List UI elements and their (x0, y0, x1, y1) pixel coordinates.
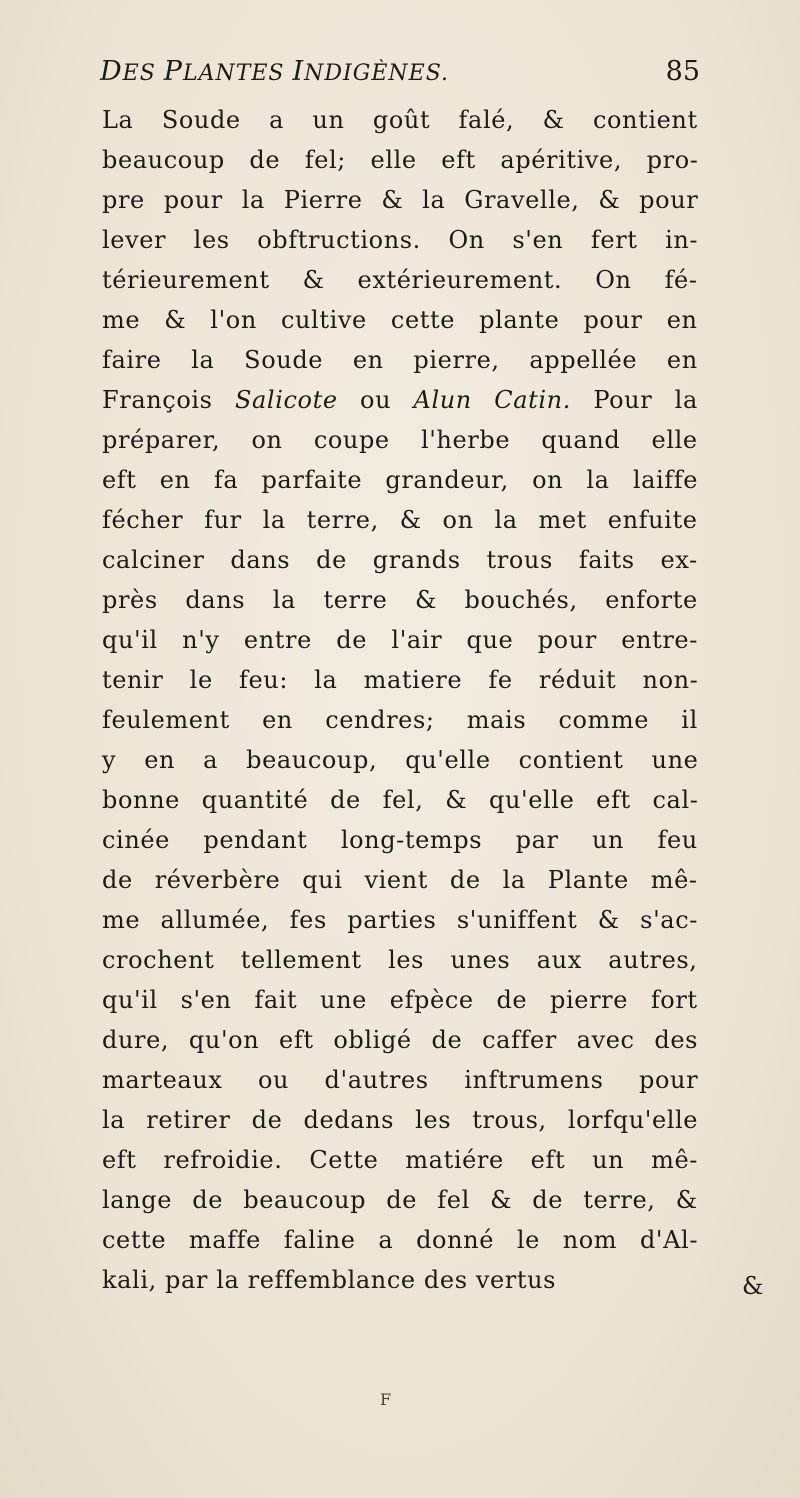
italic-term: Alun Catin. (413, 386, 571, 414)
text-line: dure, qu'on eft obligé de caffer avec des (102, 1026, 699, 1054)
page-header (100, 48, 700, 96)
text-line: La Soude a un goût falé, & contient (102, 106, 698, 134)
italic-term: Salicote (234, 386, 338, 414)
text-line: y en a beaucoup, qu'elle contient une (102, 746, 699, 774)
text-line: crochent tellement les unes aux autres, (102, 946, 698, 974)
text-line: calciner dans de grands trous faits ex- (102, 546, 698, 574)
text-line: tenir le feu: la matiere fe réduit non- (102, 666, 699, 694)
catchword: & (742, 1272, 764, 1300)
text-line: bonne quantité de fel, & qu'elle eft cal- (102, 786, 699, 814)
text-line: François Salicote ou Alun Catin. Pour la (102, 386, 698, 414)
running-title: DES PLANTES INDIGÈNES. (100, 56, 449, 87)
text-line: fécher fur la terre, & on la met enfuite (102, 506, 698, 534)
text-line: près dans la terre & bouchés, enforte (102, 586, 698, 614)
text-line: pre pour la Pierre & la Gravelle, & pour (102, 186, 699, 214)
text-line: faire la Soude en pierre, appellée en (102, 346, 698, 374)
text-line: préparer, on coupe l'herbe quand elle (102, 426, 698, 454)
page-number: 85 (665, 56, 700, 87)
text-line: la retirer de dedans les trous, lorfqu'elle (102, 1106, 699, 1134)
text-line: cinée pendant long-temps par un feu (102, 826, 698, 854)
text-line: eft refroidie. Cette matiére eft un mê- (102, 1146, 698, 1174)
text-line: beaucoup de fel; elle eft apéritive, pro- (102, 146, 699, 174)
text-line: qu'il n'y entre de l'air que pour entre- (102, 626, 698, 654)
text-line: qu'il s'en fait une efpèce de pierre fort (102, 986, 698, 1014)
text-line: lange de beaucoup de fel & de terre, & (102, 1186, 698, 1214)
signature-mark: F (380, 1390, 392, 1409)
text-line: me allumée, fes parties s'uniffent & s'ac- (102, 906, 698, 934)
text-line: lever les obftructions. On s'en fert in- (102, 226, 699, 254)
text-line: kali, par la reffemblance des vertus (102, 1266, 557, 1294)
text-line: eft en fa parfaite grandeur, on la laiffe (102, 466, 699, 494)
text-line: marteaux ou d'autres inftrumens pour (102, 1066, 699, 1094)
text-line: feulement en cendres; mais comme il (102, 706, 698, 734)
text-line: de réverbère qui vient de la Plante mê- (102, 866, 698, 894)
text-line: me & l'on cultive cette plante pour en (102, 306, 698, 334)
text-line: cette maffe faline a donné le nom d'Al- (102, 1226, 699, 1254)
text-line: térieurement & extérieurement. On fé- (102, 266, 698, 294)
